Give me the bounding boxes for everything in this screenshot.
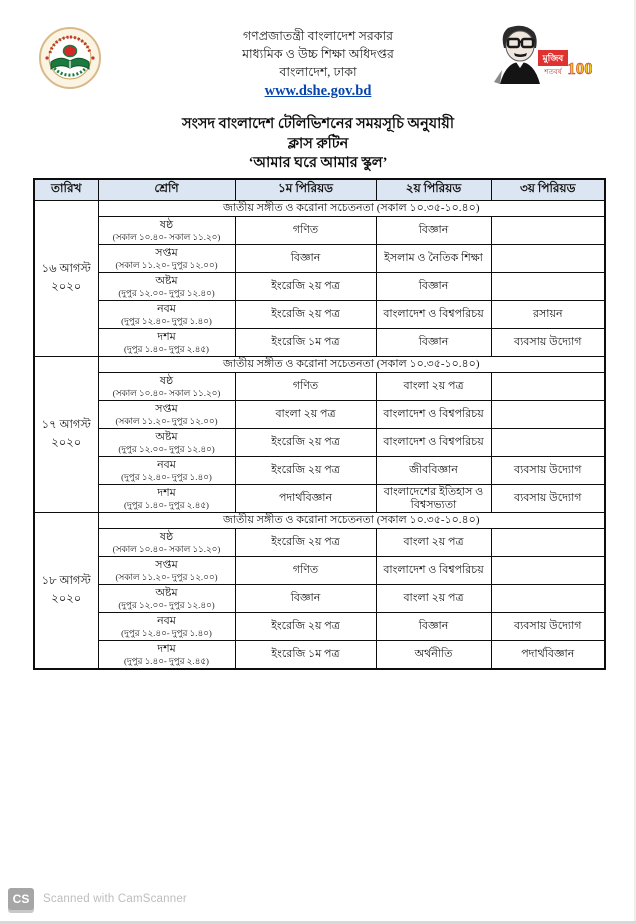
period-cell: ইংরেজি ২য় পত্র: [235, 273, 376, 301]
period-cell: [491, 217, 605, 245]
class-cell: [98, 585, 235, 613]
website-link[interactable]: www.dshe.gov.bd: [264, 83, 372, 99]
class-time: (সকাল ১০.৪০- সকাল ১১.২০): [112, 231, 221, 242]
document-title: [0, 115, 636, 174]
period-cell: বাংলা ২য় পত্র: [376, 585, 491, 613]
period-cell: বিজ্ঞান: [235, 245, 376, 273]
class-cell: [98, 245, 235, 273]
class-table-row: [34, 401, 605, 429]
class-name: অষ্টম: [155, 430, 178, 443]
period-cell: ইংরেজি ২য় পত্র: [235, 429, 376, 457]
class-name: দশম: [157, 330, 176, 343]
period-cell: বাংলা ২য় পত্র: [235, 401, 376, 429]
col-header-1: শ্রেণি: [98, 179, 235, 201]
class-table-row: [34, 485, 605, 513]
class-cell: [98, 485, 235, 513]
period-cell: বিজ্ঞান: [235, 585, 376, 613]
year-text: ২০২০: [51, 280, 82, 293]
period-cell: রসায়ন: [491, 301, 605, 329]
period-cell: বাংলা ২য় পত্র: [376, 529, 491, 557]
period-cell: গণিত: [235, 373, 376, 401]
anthem-table-row: [34, 513, 605, 529]
period-cell: [491, 245, 605, 273]
class-time: (সকাল ১০.৪০- সকাল ১১.২০): [112, 543, 221, 554]
anthem-cell: জাতীয় সঙ্গীত ও করোনা সচেতনতা (সকাল ১০.৩৫-১০.৪০): [98, 513, 605, 529]
class-table-row: [34, 245, 605, 273]
period-cell: বিজ্ঞান: [376, 273, 491, 301]
class-name: অষ্টম: [155, 274, 178, 287]
class-cell: [98, 641, 235, 670]
class-name: নবম: [157, 458, 176, 471]
period-cell: পদার্থবিজ্ঞান: [235, 485, 376, 513]
col-header-2: ১ম পিরিয়ড: [235, 179, 376, 201]
class-cell: [98, 429, 235, 457]
class-table-row: [34, 329, 605, 357]
date-text: ১৭ আগস্ট: [41, 419, 91, 432]
class-cell: [98, 613, 235, 641]
class-name: দশম: [157, 486, 176, 499]
period-cell: বাংলাদেশ ও বিশ্বপরিচয়: [376, 401, 491, 429]
period-cell: ইংরেজি ২য় পত্র: [235, 301, 376, 329]
period-cell: বাংলাদেশ ও বিশ্বপরিচয়: [376, 429, 491, 457]
class-name: সপ্তম: [155, 246, 178, 259]
class-name: ষষ্ঠ: [159, 530, 174, 543]
period-cell: ইংরেজি ২য় পত্র: [235, 613, 376, 641]
anthem-cell: জাতীয় সঙ্গীত ও করোনা সচেতনতা (সকাল ১০.৩৫-১০.৪০): [98, 357, 605, 373]
shatoborsho-word: শতবর্ষ: [544, 68, 562, 76]
anthem-table-row: [34, 201, 605, 217]
class-time: (দুপুর ১২.০০- দুপুর ১২.৪০): [118, 287, 215, 298]
period-cell: পদার্থবিজ্ঞান: [491, 641, 605, 670]
period-cell: বাংলাদেশ ও বিশ্বপরিচয়: [376, 301, 491, 329]
class-time: (দুপুর ১.৪০- দুপুর ২.৪৫): [124, 499, 209, 510]
col-header-0: তারিখ: [34, 179, 98, 201]
col-header-4: ৩য় পিরিয়ড: [491, 179, 605, 201]
org-line-city: বাংলাদেশ, ঢাকা: [279, 65, 357, 79]
period-cell: [491, 373, 605, 401]
date-cell: [34, 357, 98, 513]
class-name: সপ্তম: [155, 402, 178, 415]
period-cell: বাংলাদেশের ইতিহাস ও বিশ্বসভ্যতা: [376, 485, 491, 513]
class-time: (সকাল ১১.২০- দুপুর ১২.০০): [115, 415, 218, 426]
period-cell: বাংলাদেশ ও বিশ্বপরিচয়: [376, 557, 491, 585]
class-cell: [98, 373, 235, 401]
class-time: (দুপুর ১২.০০- দুপুর ১২.৪০): [118, 443, 215, 454]
period-cell: গণিত: [235, 557, 376, 585]
year-text: ২০২০: [51, 592, 82, 605]
class-time: (দুপুর ১.৪০- দুপুর ২.৪৫): [124, 343, 209, 354]
period-cell: গণিত: [235, 217, 376, 245]
watermark-text: Scanned with CamScanner: [43, 893, 187, 905]
class-table-row: [34, 585, 605, 613]
class-table-row: [34, 613, 605, 641]
class-cell: [98, 401, 235, 429]
class-cell: [98, 273, 235, 301]
routine-table: [33, 178, 606, 670]
class-name: ষষ্ঠ: [159, 218, 174, 231]
period-cell: বিজ্ঞান: [376, 217, 491, 245]
title-line-slogan: ‘আমার ঘরে আমার স্কুল’: [248, 155, 388, 171]
class-time: (দুপুর ১২.৪০- দুপুর ১.৪০): [121, 627, 212, 638]
class-time: (সকাল ১০.৪০- সকাল ১১.২০): [112, 387, 221, 398]
class-table-row: [34, 273, 605, 301]
period-cell: বাংলা ২য় পত্র: [376, 373, 491, 401]
class-table-row: [34, 217, 605, 245]
class-table-row: [34, 641, 605, 670]
class-cell: [98, 457, 235, 485]
period-cell: অর্থনীতি: [376, 641, 491, 670]
period-cell: ইসলাম ও নৈতিক শিক্ষা: [376, 245, 491, 273]
period-cell: ব্যবসায় উদ্যোগ: [491, 329, 605, 357]
col-header-3: ২য় পিরিয়ড: [376, 179, 491, 201]
period-cell: [491, 401, 605, 429]
class-time: (সকাল ১১.২০- দুপুর ১২.০০): [115, 571, 218, 582]
date-cell: [34, 513, 98, 670]
period-cell: জীববিজ্ঞান: [376, 457, 491, 485]
camscanner-watermark: [8, 888, 187, 910]
class-cell: [98, 301, 235, 329]
class-name: ষষ্ঠ: [159, 374, 174, 387]
year-text: ২০২০: [51, 436, 82, 449]
period-cell: বিজ্ঞান: [376, 613, 491, 641]
title-line-schedule: সংসদ বাংলাদেশ টেলিভিশনের সময়সূচি অনুযায়ী: [182, 116, 454, 132]
mujib-100-logo: [486, 22, 592, 92]
period-cell: [491, 557, 605, 585]
class-cell: [98, 557, 235, 585]
class-table-row: [34, 529, 605, 557]
org-line-directorate: মাধ্যমিক ও উচ্চ শিক্ষা অধিদপ্তর: [242, 47, 394, 61]
class-time: (সকাল ১১.২০- দুপুর ১২.০০): [115, 259, 218, 270]
date-text: ১৬ আগস্ট: [41, 263, 91, 276]
title-line-class-routine: ক্লাস রুটিন: [287, 135, 349, 152]
class-table-row: [34, 373, 605, 401]
period-cell: ইংরেজি ১ম পত্র: [235, 329, 376, 357]
class-name: অষ্টম: [155, 586, 178, 599]
org-line-government: গণপ্রজাতন্ত্রী বাংলাদেশ সরকার: [242, 29, 394, 43]
class-time: (দুপুর ১২.০০- দুপুর ১২.৪০): [118, 599, 215, 610]
class-cell: [98, 329, 235, 357]
period-cell: ইংরেজি ২য় পত্র: [235, 529, 376, 557]
period-cell: [491, 529, 605, 557]
anthem-table-row: [34, 357, 605, 373]
period-cell: ইংরেজি ২য় পত্র: [235, 457, 376, 485]
mujib-100-number: 100: [567, 59, 592, 78]
mujib-word: মুজিব: [542, 53, 564, 63]
date-text: ১৮ আগস্ট: [41, 575, 91, 588]
period-cell: ইংরেজি ১ম পত্র: [235, 641, 376, 670]
camscanner-icon: CS: [8, 888, 34, 910]
class-table-row: [34, 457, 605, 485]
period-cell: বিজ্ঞান: [376, 329, 491, 357]
class-name: দশম: [157, 642, 176, 655]
period-cell: ব্যবসায় উদ্যোগ: [491, 457, 605, 485]
class-table-row: [34, 429, 605, 457]
class-cell: [98, 529, 235, 557]
date-cell: [34, 201, 98, 357]
class-time: (দুপুর ১২.৪০- দুপুর ১.৪০): [121, 315, 212, 326]
period-cell: ব্যবসায় উদ্যোগ: [491, 613, 605, 641]
anthem-cell: জাতীয় সঙ্গীত ও করোনা সচেতনতা (সকাল ১০.৩৫-১০.৪০): [98, 201, 605, 217]
period-cell: ব্যবসায় উদ্যোগ: [491, 485, 605, 513]
class-cell: [98, 217, 235, 245]
period-cell: [491, 585, 605, 613]
mujib-100-graphic: [486, 22, 592, 92]
period-cell: [491, 429, 605, 457]
class-time: (দুপুর ১২.৪০- দুপুর ১.৪০): [121, 471, 212, 482]
class-table-row: [34, 301, 605, 329]
period-cell: [491, 273, 605, 301]
class-time: (দুপুর ১.৪০- দুপুর ২.৪৫): [124, 655, 209, 666]
class-name: নবম: [157, 614, 176, 627]
class-table-row: [34, 557, 605, 585]
class-name: নবম: [157, 302, 176, 315]
class-name: সপ্তম: [155, 558, 178, 571]
header-row: [34, 179, 605, 201]
